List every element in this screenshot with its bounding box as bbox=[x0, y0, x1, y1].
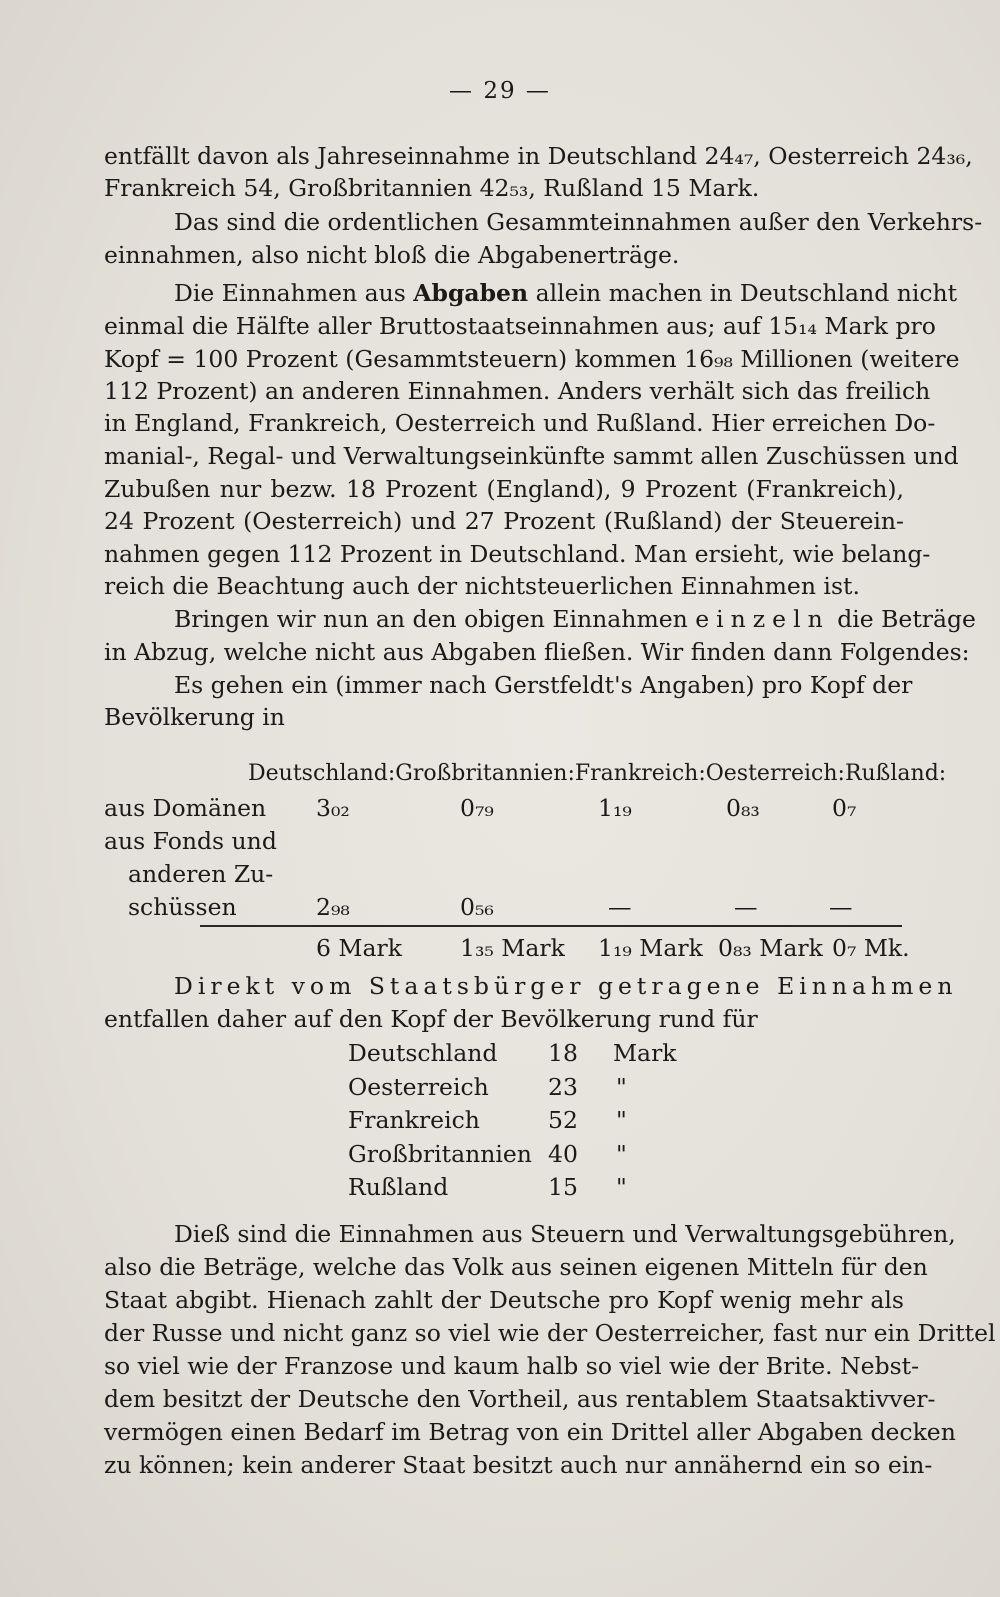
para4-spaced-word: einzeln bbox=[695, 605, 830, 633]
list-value: 23 bbox=[548, 1073, 578, 1101]
table-header bbox=[248, 758, 947, 790]
para3-line-6: manial-, Regal- und Verwaltungseinkünfte sammt allen Zuschüssen und bbox=[104, 442, 959, 470]
list-country: Deutschland bbox=[348, 1039, 498, 1067]
total-oesterreich: 0₈₃ Mark bbox=[718, 934, 823, 962]
list-value: 18 bbox=[548, 1039, 578, 1067]
total-frankreich: 1₁₉ Mark bbox=[598, 934, 703, 962]
para4-text-b: die Beträge bbox=[829, 605, 976, 633]
total-deutschland: 6 Mark bbox=[316, 934, 402, 962]
row-label: schüssen bbox=[128, 893, 237, 921]
cell-frankreich: 1₁₉ bbox=[598, 794, 632, 822]
list-country: Rußland bbox=[348, 1173, 449, 1201]
row-label: aus Fonds und bbox=[104, 827, 277, 855]
cell-oesterreich: — bbox=[734, 893, 758, 921]
list-unit: " bbox=[616, 1173, 627, 1201]
para5-line-2: Bevölkerung in bbox=[104, 703, 285, 731]
para7-line-6: dem besitzt der Deutsche den Vortheil, aus rentablem Staatsaktivver- bbox=[104, 1385, 936, 1413]
para7-line-7: vermögen einen Bedarf im Betrag von ein Drittel aller Abgaben decken bbox=[104, 1418, 956, 1446]
para7-line-2: also die Beträge, welche das Volk aus seinen eigenen Mitteln für den bbox=[104, 1253, 928, 1281]
para4-text-a: Bringen wir nun an den obigen Einnahmen bbox=[174, 605, 696, 633]
list-item bbox=[348, 1104, 668, 1136]
cell-grossbritannien: 0₅₆ bbox=[460, 893, 494, 921]
para3-line-2: einmal die Hälfte aller Bruttostaatseinnahmen aus; auf 15₁₄ Mark pro bbox=[104, 312, 936, 340]
list-item bbox=[348, 1037, 677, 1069]
list-item bbox=[348, 1071, 668, 1103]
para3-line-1 bbox=[104, 277, 958, 309]
cell-russland: — bbox=[829, 893, 853, 921]
list-country: Oesterreich bbox=[348, 1073, 489, 1101]
para7-line-8: zu können; kein anderer Staat besitzt auch nur annähernd ein so ein- bbox=[104, 1451, 933, 1479]
cell-oesterreich: 0₈₃ bbox=[726, 794, 760, 822]
table-row bbox=[104, 825, 904, 857]
list-value: 52 bbox=[548, 1106, 578, 1134]
header-deutschland: Deutschland: bbox=[248, 761, 396, 786]
row-label: aus Domänen bbox=[104, 794, 267, 822]
list-item bbox=[348, 1171, 668, 1203]
para3-text-b: allein machen in Deutschland nicht bbox=[528, 279, 958, 307]
cell-deutschland: 2₉₈ bbox=[316, 893, 350, 921]
para2-line-1: Das sind die ordentlichen Gesammteinnahmen außer den Verkehrs- bbox=[174, 208, 983, 236]
table-sum-rule bbox=[200, 925, 902, 927]
para4-line-1 bbox=[104, 603, 976, 635]
header-oesterreich: Oesterreich: bbox=[705, 761, 845, 786]
para7-line-4: der Russe und nicht ganz so viel wie der Oesterreicher, fast nur ein Drittel bbox=[104, 1319, 996, 1347]
list-unit: " bbox=[616, 1073, 627, 1101]
header-russland: Rußland: bbox=[844, 761, 947, 786]
para2-line-2: einnahmen, also nicht bloß die Abgabenerträge. bbox=[104, 241, 680, 269]
para7-line-3: Staat abgibt. Hienach zahlt der Deutsche pro Kopf wenig mehr als bbox=[104, 1286, 904, 1314]
cell-deutschland: 3₀₂ bbox=[316, 794, 350, 822]
list-unit: " bbox=[616, 1106, 627, 1134]
para3-line-7: Zubußen nur bezw. 18 Prozent (England), 9 Prozent (Frankreich), bbox=[104, 475, 904, 503]
para6-line-1: Direkt vom Staatsbürger getragene Einnahmen bbox=[174, 972, 958, 1000]
table-row bbox=[104, 792, 904, 824]
list-country: Frankreich bbox=[348, 1106, 480, 1134]
para3-line-10: reich die Beachtung auch der nichtsteuerlichen Einnahmen ist. bbox=[104, 572, 860, 600]
page-number: — 29 — bbox=[449, 78, 551, 104]
para4-line-2: in Abzug, welche nicht aus Abgaben fließen. Wir finden dann Folgendes: bbox=[104, 638, 970, 666]
row-label: anderen Zu- bbox=[128, 860, 274, 888]
total-grossbritannien: 1₃₅ Mark bbox=[460, 934, 565, 962]
list-country: Großbritannien bbox=[348, 1140, 532, 1168]
para5-line-1: Es gehen ein (immer nach Gerstfeldt's Angaben) pro Kopf der bbox=[174, 671, 913, 699]
list-item bbox=[348, 1138, 668, 1170]
table-row bbox=[104, 891, 904, 923]
cell-russland: 0₇ bbox=[832, 794, 857, 822]
para3-text-a: Die Einnahmen aus bbox=[174, 279, 414, 307]
header-grossbritannien: Großbritannien: bbox=[395, 761, 575, 786]
list-value: 40 bbox=[548, 1140, 578, 1168]
header-frankreich: Frankreich: bbox=[574, 761, 706, 786]
para7-line-5: so viel wie der Franzose und kaum halb so viel wie der Brite. Nebst- bbox=[104, 1352, 920, 1380]
para6-line-2: entfallen daher auf den Kopf der Bevölkerung rund für bbox=[104, 1005, 758, 1033]
para3-line-5: in England, Frankreich, Oesterreich und Rußland. Hier erreichen Do- bbox=[104, 409, 936, 437]
para3-bold-word: Abgaben bbox=[413, 279, 529, 307]
total-russland: 0₇ Mk. bbox=[832, 934, 910, 962]
list-unit: " bbox=[616, 1140, 627, 1168]
table-totals-row bbox=[104, 932, 910, 964]
para1-line-2: Frankreich 54, Großbritannien 42₅₃, Rußland 15 Mark. bbox=[104, 174, 760, 202]
para3-line-4: 112 Prozent) an anderen Einnahmen. Anders verhält sich das freilich bbox=[104, 377, 931, 405]
list-unit: Mark bbox=[613, 1039, 677, 1067]
cell-grossbritannien: 0₇₉ bbox=[460, 794, 494, 822]
para1-line-1: entfällt davon als Jahreseinnahme in Deutschland 24₄₇, Oesterreich 24₃₆, bbox=[104, 142, 973, 170]
cell-frankreich: — bbox=[608, 893, 632, 921]
para7-line-1: Dieß sind die Einnahmen aus Steuern und Verwaltungsgebühren, bbox=[174, 1220, 956, 1248]
list-value: 15 bbox=[548, 1173, 578, 1201]
table-row bbox=[104, 858, 904, 890]
para3-line-3: Kopf = 100 Prozent (Gesammtsteuern) kommen 16₉₈ Millionen (weitere bbox=[104, 345, 960, 373]
para3-line-8: 24 Prozent (Oesterreich) und 27 Prozent (Rußland) der Steuerein- bbox=[104, 507, 904, 535]
para3-line-9: nahmen gegen 112 Prozent in Deutschland. Man ersieht, wie belang- bbox=[104, 540, 931, 568]
